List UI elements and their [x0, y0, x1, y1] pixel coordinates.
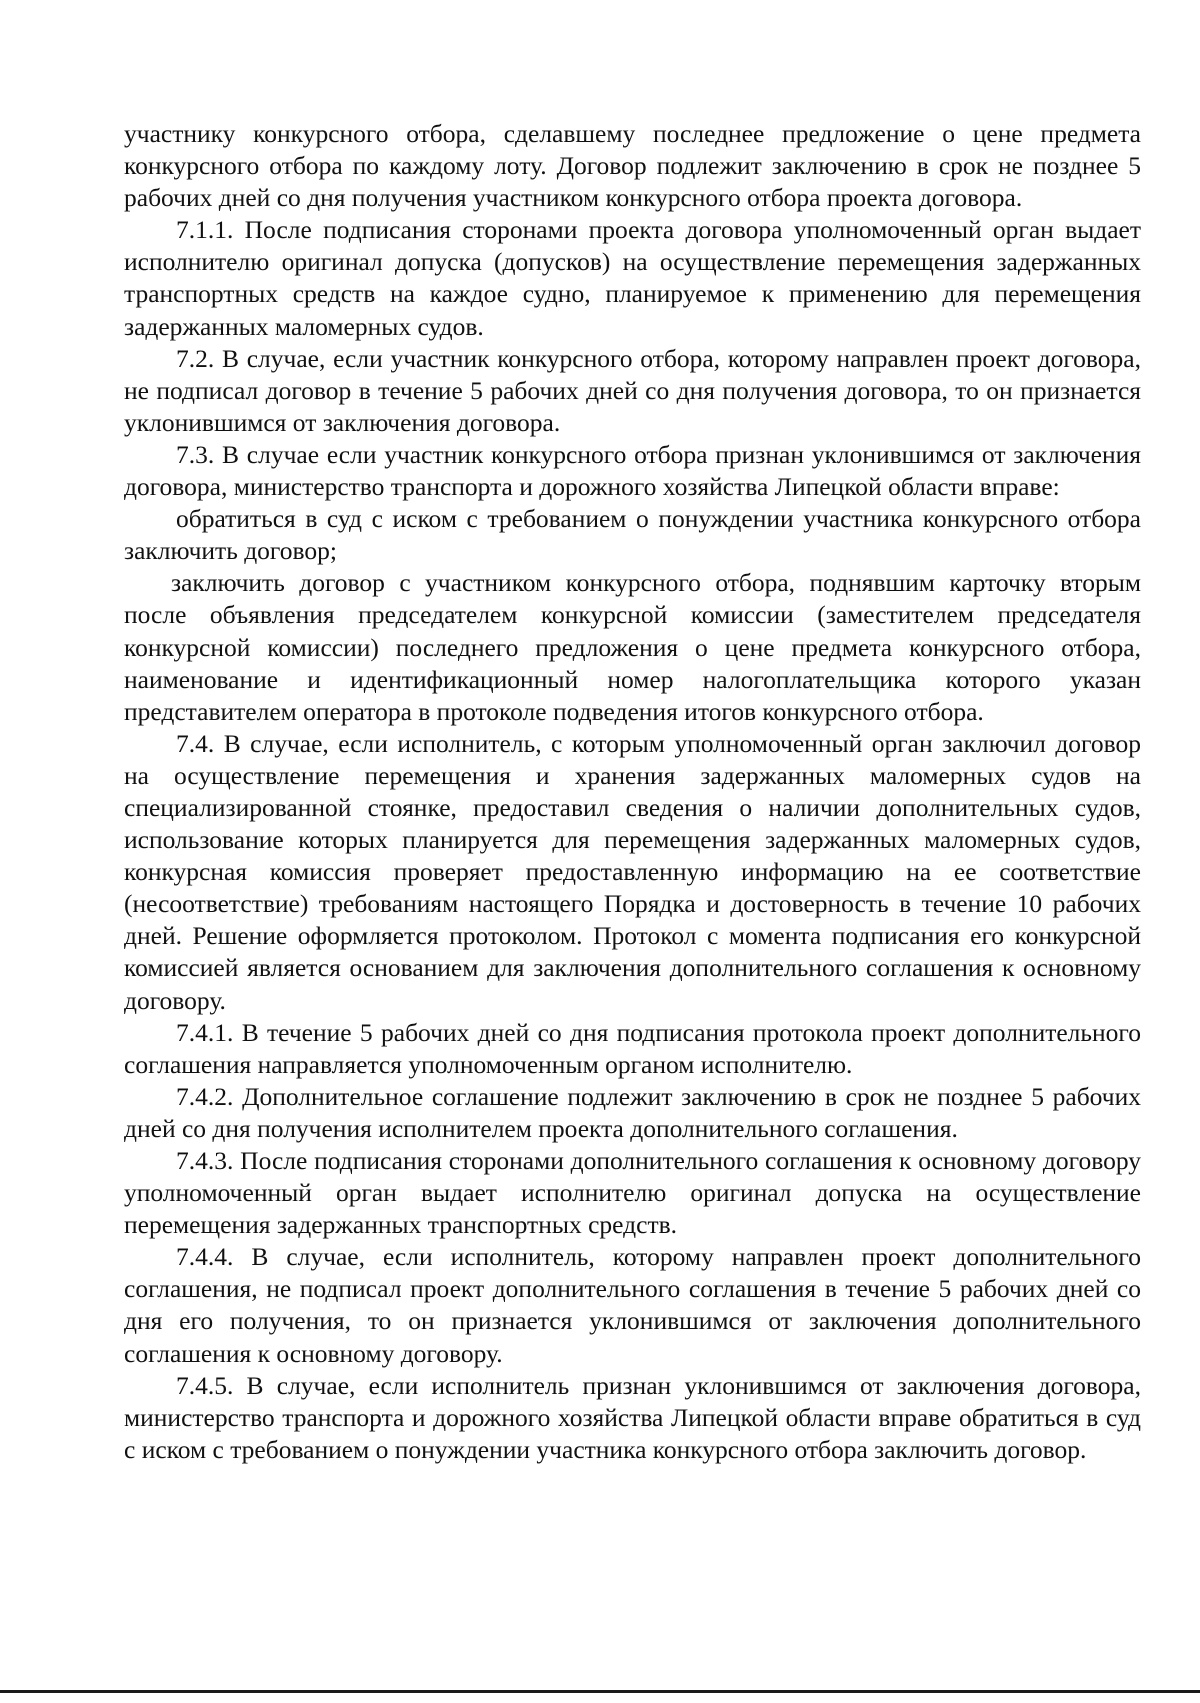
- paragraph-7-4-5: 7.4.5. В случае, если исполнитель признан уклонившимся от заключения договора, министерство транспорта и дорожного хозяйства Липецкой области вправе обратиться в суд с иском с требованием о понуждении участника конкурсного отбора заключить договор.: [124, 1370, 1141, 1464]
- scan-edge-line: [0, 1690, 1200, 1693]
- paragraph-7-4-4: 7.4.4. В случае, если исполнитель, которому направлен проект дополнительного соглашения, не подписал проект дополнительного соглашения в течение 5 рабочих дней со дня его получения, то он признается уклонившимся от заключения дополнительного соглашения к основному договору.: [124, 1242, 1141, 1368]
- paragraph-7-4-2: 7.4.2. Дополнительное соглашение подлежит заключению в срок не позднее 5 рабочих дней со дня получения исполнителем проекта дополнительного соглашения.: [124, 1081, 1141, 1143]
- paragraph-7-3: 7.3. В случае если участник конкурсного отбора признан уклонившимся от заключения договора, министерство транспорта и дорожного хозяйства Липецкой области вправе:: [124, 439, 1141, 502]
- paragraph-continuation: участнику конкурсного отбора, сделавшему последнее предложение о цене предмета конкурсного отбора по каждому лоту. Договор подлежит заключению в срок не позднее 5 рабочих дней со дня получения участником конкурсного отбора проекта договора.: [124, 119, 1141, 213]
- document-body: [124, 118, 1141, 1466]
- paragraph-7-2: 7.2. В случае, если участник конкурсного отбора, которому направлен проект договора, не подписал договор в течение 5 рабочих дней со дня получения договора, то он признается уклонившимся от заключения договора.: [124, 343, 1141, 437]
- paragraph-7-4: 7.4. В случае, если исполнитель, с которым уполномоченный орган заключил договор на осуществление перемещения и хранения задержанных маломерных судов на специализированной стоянке, предоставил сведения о наличии дополнительных судов, использование которых планируется для перемещения задержанных маломерных судов, конкурсная комиссия проверяет предоставленную информацию на ее соответствие (несоответствие) требованиям настоящего Порядка и достоверность в течение 10 рабочих дней. Решение оформляется протоколом. Протокол с момента подписания его конкурсной комиссией является основанием для заключения дополнительного соглашения к основному договору.: [124, 728, 1141, 1015]
- paragraph-7-3-option-contract: заключить договор с участником конкурсного отбора, поднявшим карточку вторым после объявления председателем конкурсной комиссии (заместителем председателя конкурсной комиссии) последнего предложения о цене предмета конкурсного отбора, наименование и идентификационный номер налогоплательщика которого указан представителем оператора в протоколе подведения итогов конкурсного отбора.: [124, 568, 1141, 726]
- paragraph-7-4-3: 7.4.3. После подписания сторонами дополнительного соглашения к основному договору уполномоченный орган выдает исполнителю оригинал допуска на осуществление перемещения задержанных транспортных средств.: [124, 1146, 1141, 1240]
- paragraph-7-4-1: 7.4.1. В течение 5 рабочих дней со дня подписания протокола проект дополнительного соглашения направляется уполномоченным органом исполнителю.: [124, 1017, 1141, 1079]
- paragraph-7-3-option-court: обратиться в суд с иском с требованием о понуждении участника конкурсного отбора заключить договор;: [124, 504, 1141, 566]
- paragraph-7-1-1: 7.1.1. После подписания сторонами проекта договора уполномоченный орган выдает исполнителю оригинал допуска (допусков) на осуществление перемещения задержанных транспортных средств на каждое судно, планируемое к применению для перемещения задержанных маломерных судов.: [124, 215, 1141, 341]
